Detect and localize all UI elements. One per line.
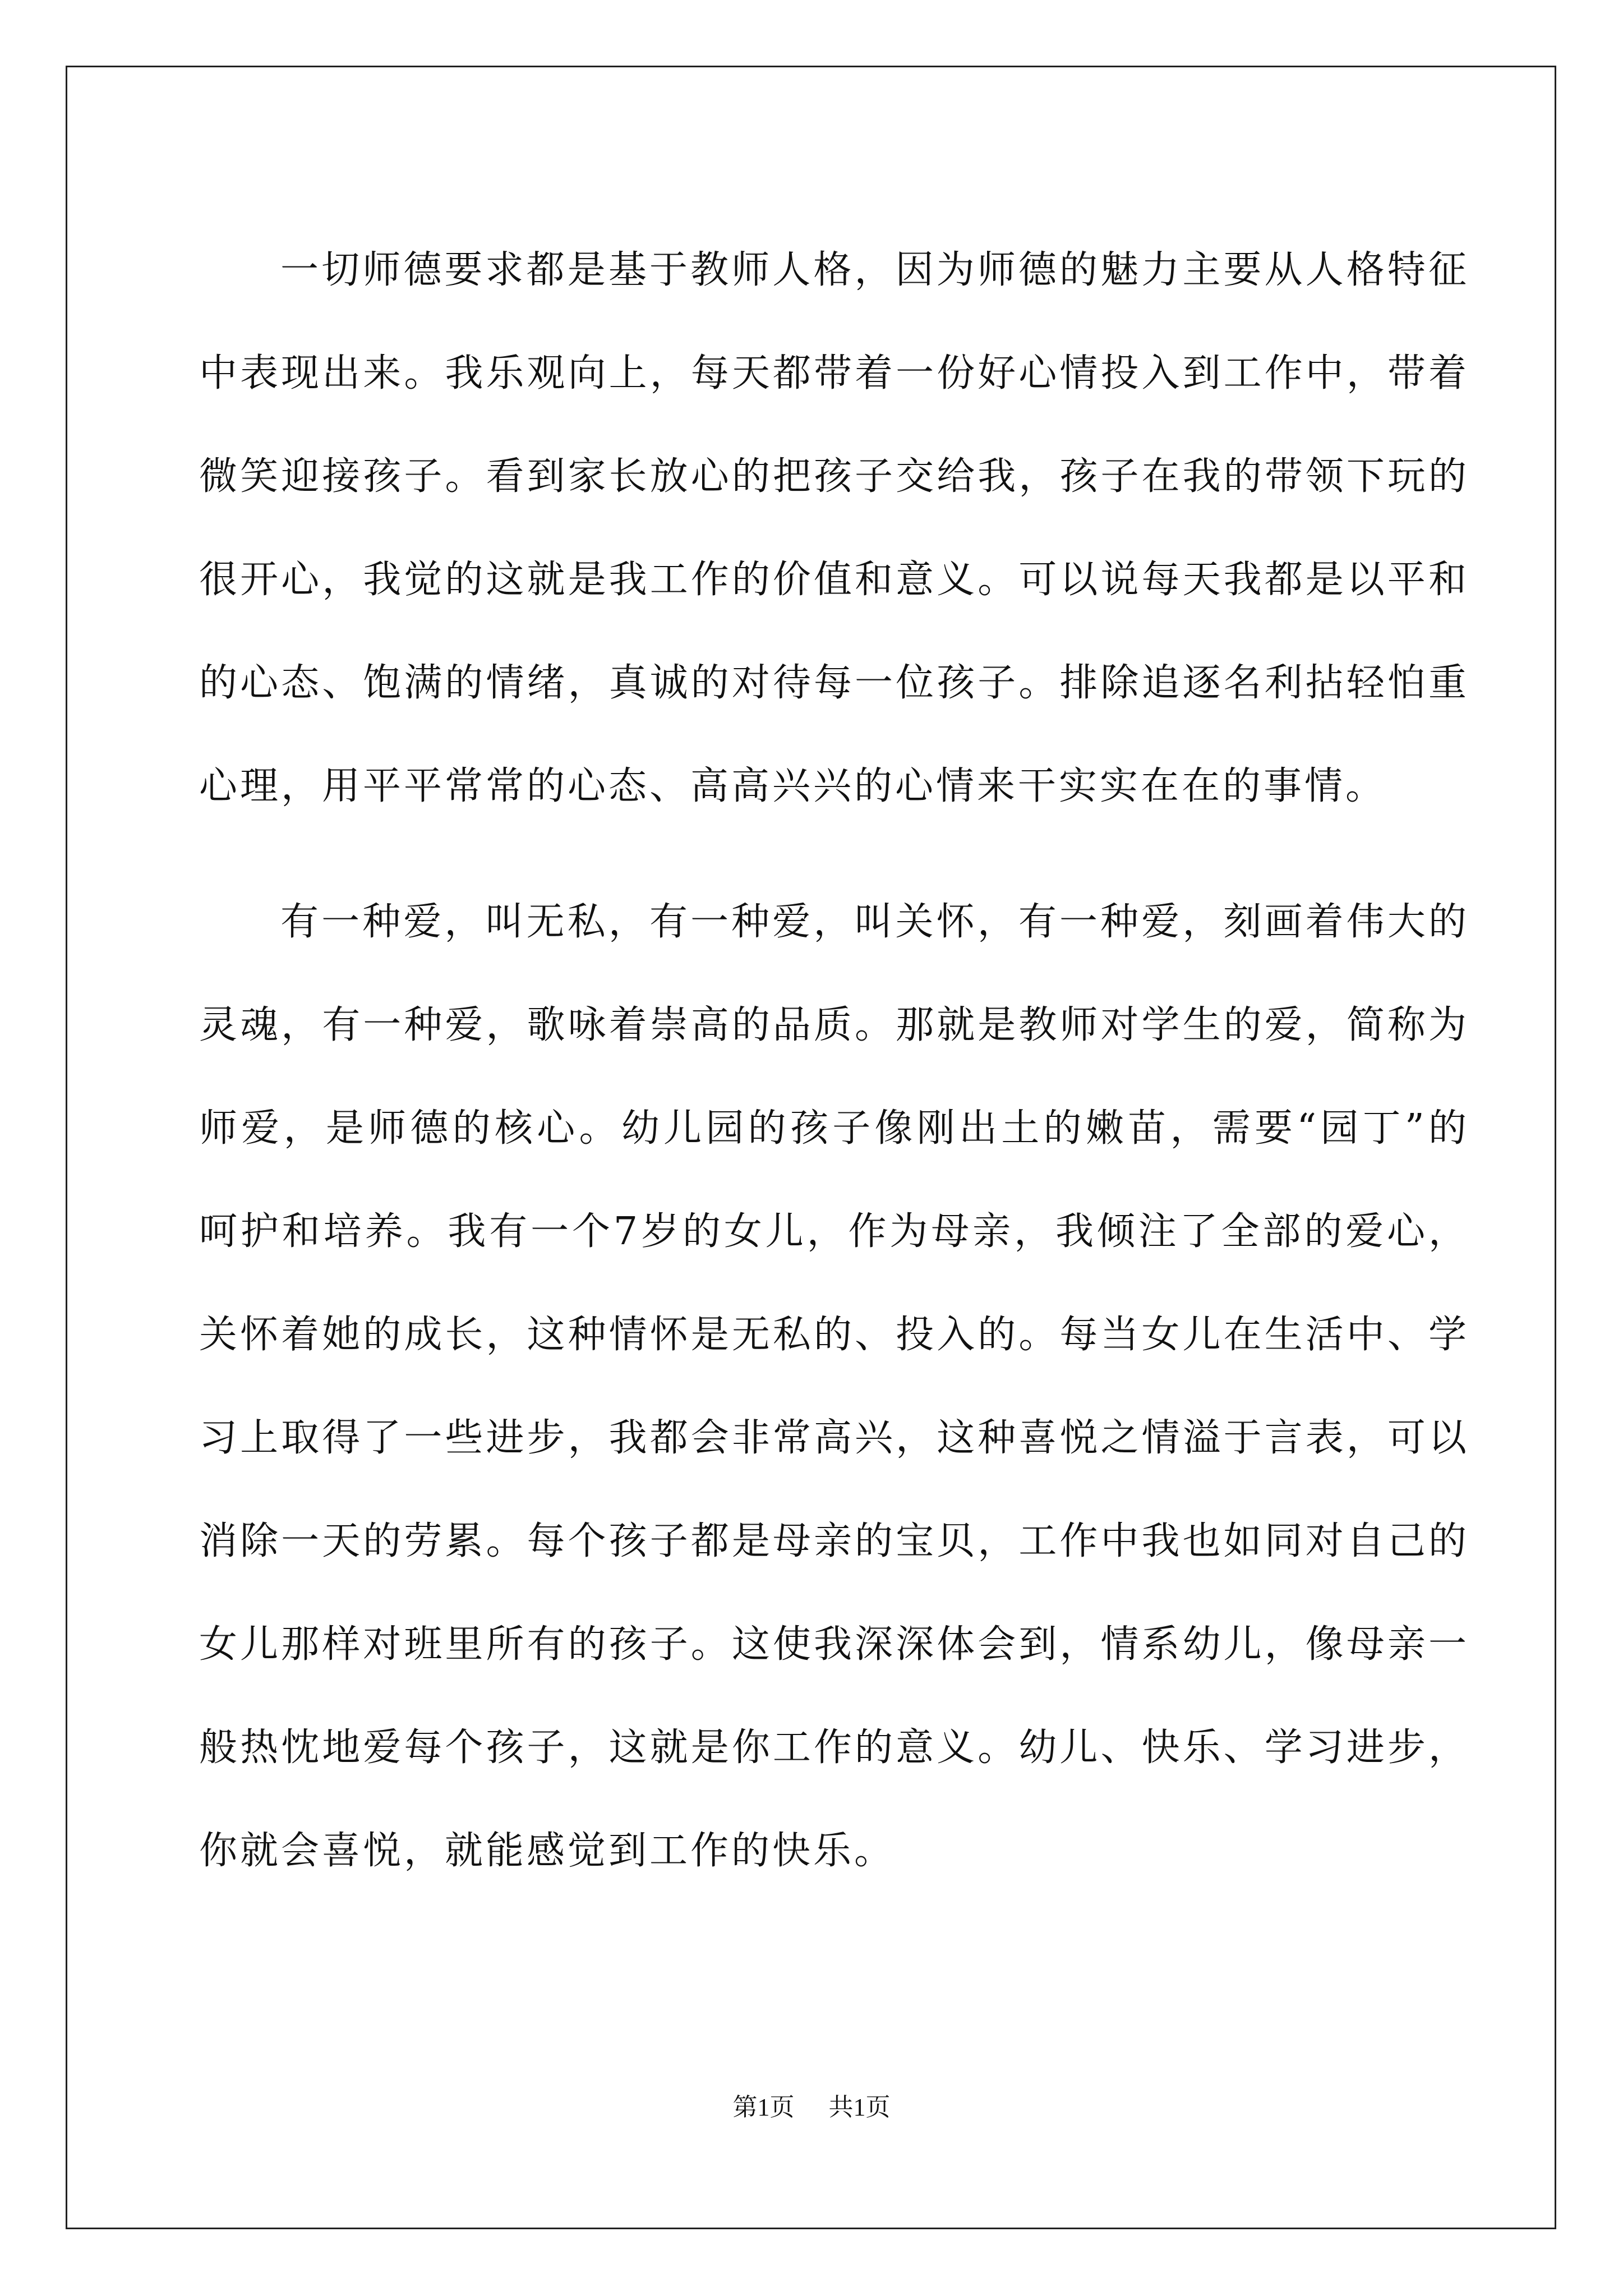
- paragraph-1: 一切师德要求都是基于教师人格，因为师德的魅力主要从人格特征中表现出来。我乐观向上，每天都带着一份好心情投入到工作中，带着微笑迎接孩子。看到家长放心的把孩子交给我，孩子在我的带领下玩的很开心，我觉的这就是我工作的价值和意义。可以说每天我都是以平和的心态、饱满的情绪，真诚的对待每一位孩子。排除追逐名利拈轻怕重心理，用平平常常的心态、高高兴兴的心情来干实实在在的事情。: [199, 248, 1469, 808]
- paragraph-2: 有一种爱，叫无私，有一种爱，叫关怀，有一种爱，刻画着伟大的灵魂，有一种爱，歌咏着崇高的品质。那就是教师对学生的爱，简称为师爱，是师德的核心。幼儿园的孩子像刚出土的嫩苗，需要“园丁”的呵护和培养。我有一个7岁的女儿，作为母亲，我倾注了全部的爱心，关怀着她的成长，这种情怀是无私的、投入的。每当女儿在生活中、学习上取得了一些进步，我都会非常高兴，这种喜悦之情溢于言表，可以消除一天的劳累。每个孩子都是母亲的宝贝，工作中我也如同对自己的女儿那样对班里所有的孩子。这使我深深体会到，情系幼儿，像母亲一般热忱地爱每个孩子，这就是你工作的意义。幼儿、快乐、学习进步，你就会喜悦，就能感觉到工作的快乐。: [199, 900, 1469, 1873]
- page-footer: [0, 2087, 1623, 2123]
- page-number: 第1页: [732, 2093, 795, 2121]
- document-body: [199, 219, 1469, 1935]
- page-total: 共1页: [828, 2093, 891, 2121]
